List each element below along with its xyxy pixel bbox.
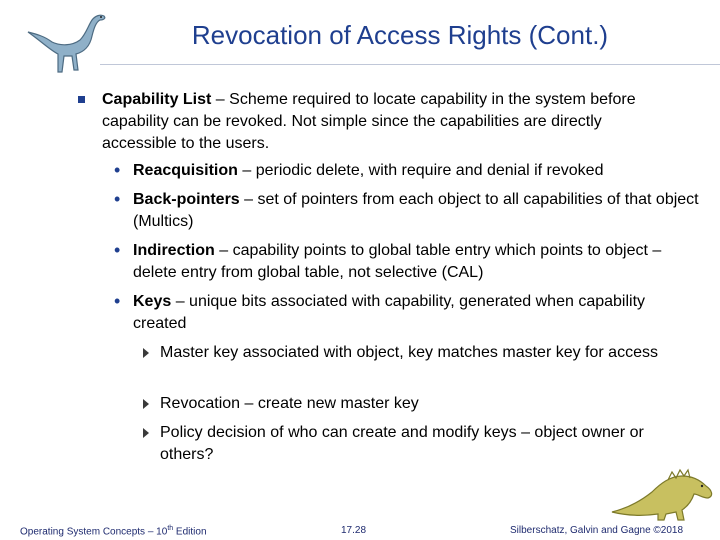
- title-divider: [100, 64, 720, 65]
- dot-bullet-icon: •: [114, 291, 121, 311]
- subitem-text: – set of pointers from each object to all capabilities of that object (Multics): [133, 191, 699, 230]
- subitem-term: Keys: [133, 293, 172, 310]
- slide-title: Revocation of Access Rights (Cont.): [191, 20, 609, 50]
- dot-bullet-icon: •: [114, 240, 121, 260]
- subitem-term: Back-pointers: [133, 191, 240, 208]
- arrow-bullet-icon: [143, 428, 149, 438]
- dinosaur-bottom-icon: [608, 462, 718, 522]
- subsubitem-policy: Policy decision of who can create and modify keys – object owner or others?: [160, 424, 644, 463]
- subitem-term: Reacquisition: [133, 162, 238, 179]
- footer-left-suffix: Edition: [173, 526, 207, 538]
- subitem-text: – periodic delete, with require and denial if revoked: [237, 162, 604, 179]
- footer-right: Silberschatz, Galvin and Gagne ©2018: [510, 525, 684, 536]
- footer-left-sup: th: [167, 525, 174, 532]
- subitem-text: – capability points to global table entry which points to object – delete entry from global table, not selective (CAL): [133, 242, 662, 281]
- square-bullet-icon: [78, 96, 85, 103]
- page-number: 17.28: [341, 525, 367, 536]
- subsubitem-master-key: Master key associated with object, key matches master key for access: [160, 344, 658, 361]
- arrow-bullet-icon: [143, 399, 149, 409]
- main-bullet: [102, 89, 662, 155]
- subitem-term: Indirection: [133, 242, 215, 259]
- main-bullet-term: Capability List: [102, 91, 212, 108]
- subitem-keys: [133, 291, 653, 335]
- subsubitem-revocation: Revocation – create new master key: [160, 395, 419, 412]
- arrow-bullet-icon: [143, 348, 149, 358]
- subitem-indirection: [133, 240, 703, 284]
- dot-bullet-icon: •: [114, 189, 121, 209]
- dot-bullet-icon: •: [114, 160, 121, 180]
- subitem-text: – unique bits associated with capability, generated when capability created: [133, 293, 646, 332]
- subitem-back-pointers: [133, 189, 703, 233]
- dinosaur-top-icon: [22, 6, 112, 78]
- subitem-reacquisition: [133, 160, 703, 182]
- footer-left-prefix: Operating System Concepts – 10: [20, 526, 168, 538]
- main-bullet-text: – Scheme required to locate capability in the system before capability can be revoked. Not simple since the capabilities are directly accessible to the users.: [102, 91, 636, 152]
- footer-left: [20, 525, 207, 537]
